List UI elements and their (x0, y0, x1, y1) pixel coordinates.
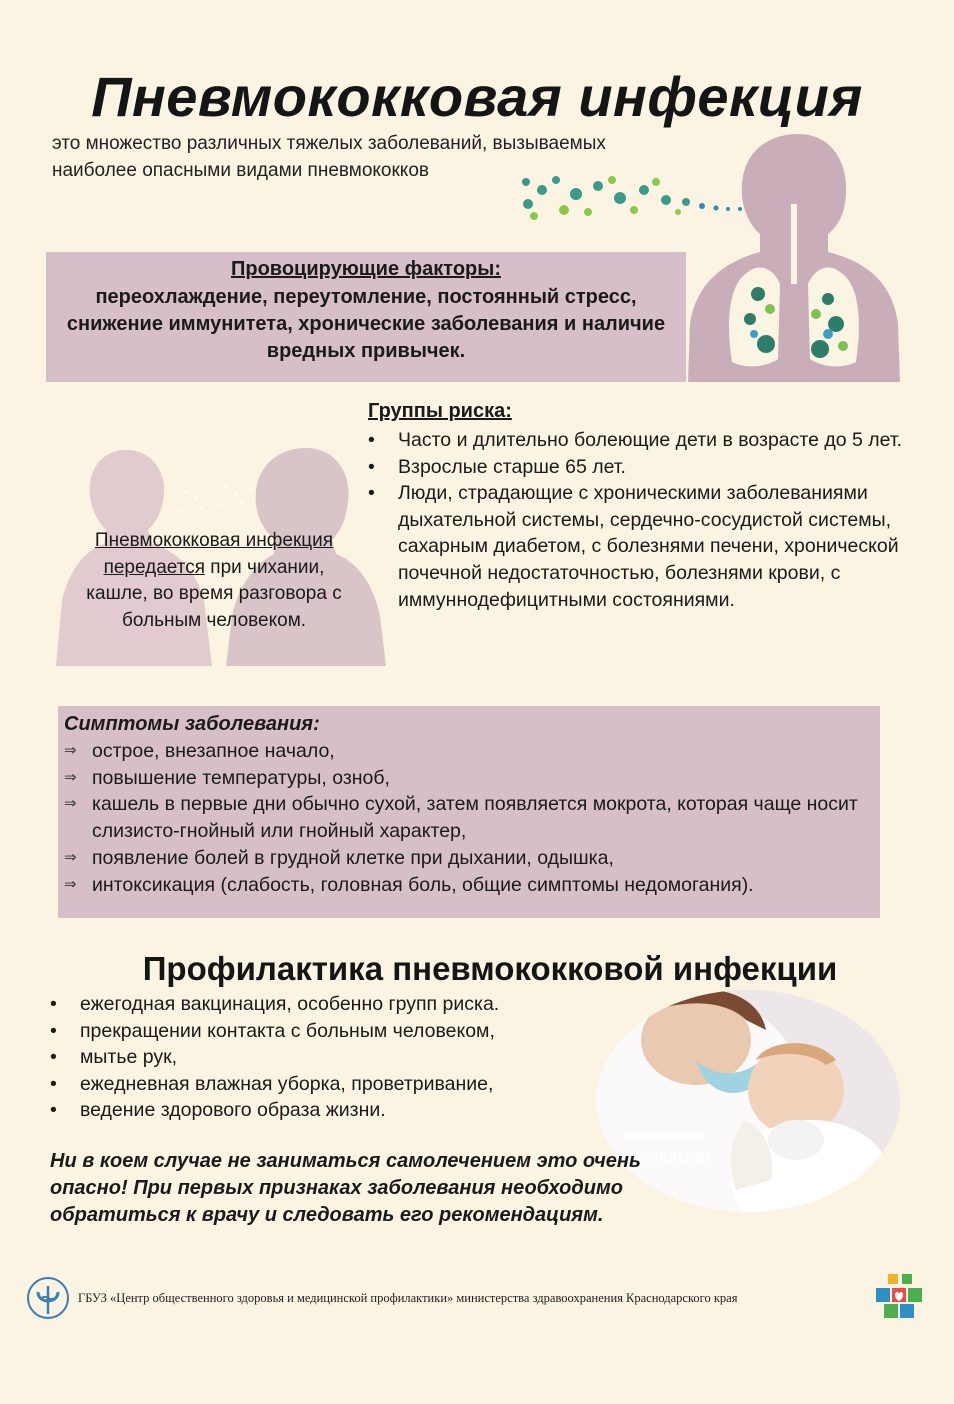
prevention-item: • прекращении контакта с больным человеком, (50, 1018, 630, 1045)
footer-text: ГБУЗ «Центр общественного здоровья и медицинской профилактики» министерства здравоохранения Краснодарского края (78, 1291, 738, 1305)
risk-list (368, 427, 908, 613)
factors-text: переохлаждение, переутомление, постоянный стресс, снижение иммунитета, хронические заболевания и наличие вредных привычек. (66, 286, 666, 362)
prevention-item: • ежедневная влажная уборка, проветривание, (50, 1071, 630, 1098)
transmission-underlined: Пневмококковая инфекция передается (94, 530, 334, 578)
prevention-item: • ведение здорового образа жизни. (50, 1097, 630, 1124)
symptoms-heading: Симптомы заболевания: (64, 713, 320, 735)
risk-item: • Взрослые старше 65 лет. (368, 454, 908, 481)
transmission-rest: при чихании, кашле, во время разговора с больным человеком. (86, 556, 342, 631)
bacteria-cloud (516, 172, 756, 228)
arrow-icon: ⇒ (64, 875, 77, 893)
arrow-icon: ⇒ (64, 768, 77, 786)
factors-heading: Провоцирующие факторы: (231, 258, 501, 280)
photo-caption: ВАКЦИНАЦИЯ (626, 1131, 704, 1143)
prevention-item: • ежегодная вакцинация, особенно групп риска. (50, 991, 630, 1018)
prevention-list (50, 991, 630, 1124)
arrow-icon: ⇒ (64, 795, 77, 813)
warning-text: Ни в коем случае не заниматься самолечением это очень опасно! При первых признаках заболевания необходимо обратиться к врачу и следовать его рекомендациям. (50, 1150, 641, 1226)
risk-item: • Часто и длительно болеющие дети в возрасте до 5 лет. (368, 427, 908, 454)
symptom-item: ⇒ кашель в первые дни обычно сухой, затем появляется мокрота, которая чаще носит слизисто-гнойный или гнойный характер, (64, 793, 858, 843)
health-center-logo-icon (874, 1272, 924, 1322)
medical-logo-icon (24, 1274, 72, 1322)
page-title: Пневмококковая инфекция (91, 65, 863, 128)
prevention-title: Профилактика пневмококковой инфекции (142, 950, 838, 987)
symptom-item: ⇒ появление болей в грудной клетке при дыхании, одышка, (64, 845, 874, 872)
prevention-item: • мытье рук, (50, 1044, 630, 1071)
risk-heading: Группы риска: (368, 400, 512, 422)
symptom-item: ⇒ острое, внезапное начало, (64, 738, 874, 765)
arrow-icon: ⇒ (64, 742, 77, 759)
arrow-icon: ⇒ (64, 848, 77, 866)
risk-item: • Люди, страдающие с хроническими заболеваниями дыхательной системы, сердечно-сосудистой системы, сахарным диабетом, с болезнями печени, хронической почечной недостаточностью, болезнями крови, с иммуннодефицитными состояниями. (368, 480, 908, 613)
symptom-item: ⇒ интоксикация (слабость, головная боль, общие симптомы недомогания). (64, 872, 874, 899)
symptoms-list (64, 738, 874, 898)
symptom-item: ⇒ повышение температуры, озноб, (64, 765, 874, 792)
subtitle: это множество различных тяжелых заболеваний, вызываемых наиболее опасными видами пневмококков (52, 133, 606, 181)
photo-caption: ИНФЕКЦИИ (626, 1149, 711, 1166)
transmission-text (86, 528, 342, 634)
